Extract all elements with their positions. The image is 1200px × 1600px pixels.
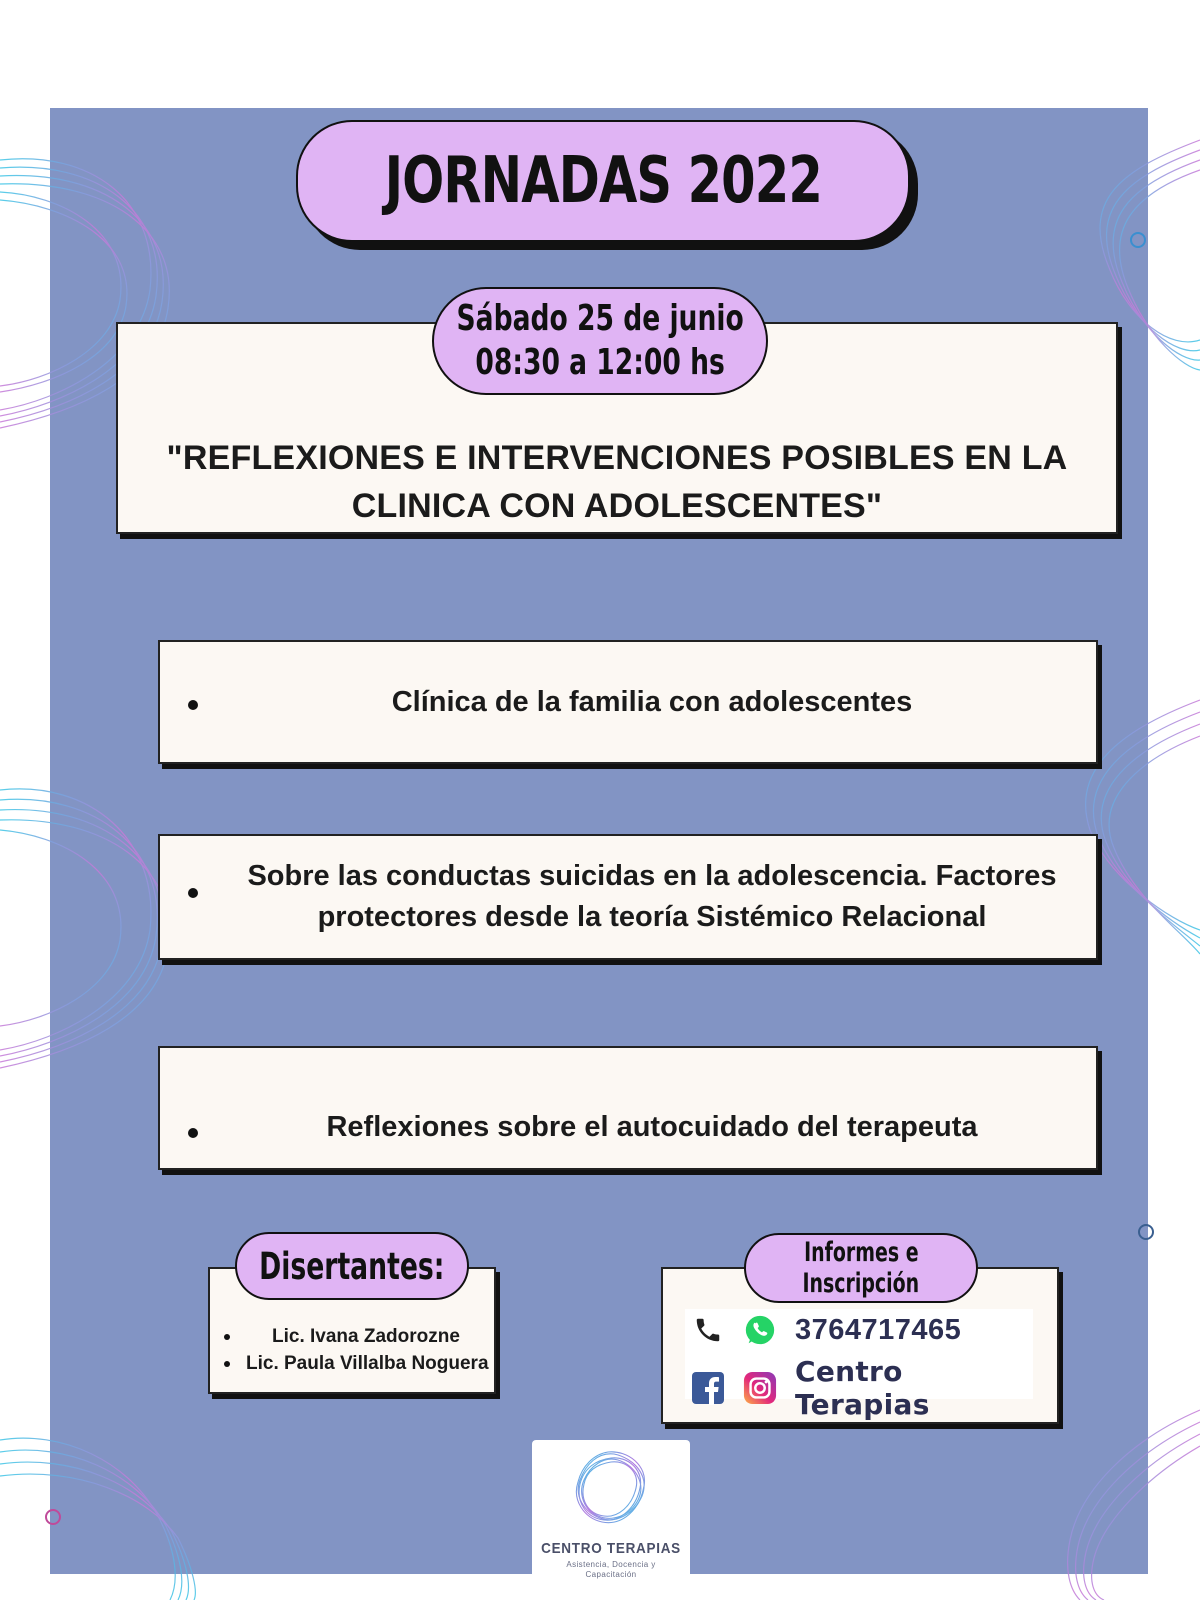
speakers-heading: Disertantes: <box>259 1244 445 1288</box>
bullet-point <box>188 888 198 898</box>
phone-number[interactable]: 3764717465 <box>795 1313 962 1346</box>
speaker-list <box>220 1323 489 1377</box>
bullet-point <box>188 700 198 710</box>
speakers-heading-pill <box>235 1232 469 1300</box>
speaker-name: Lic. Paula Villalba Noguera <box>220 1350 489 1377</box>
bullet-point <box>188 1128 198 1138</box>
facebook-icon <box>691 1371 725 1405</box>
topic-card <box>158 834 1098 960</box>
logo-mark-icon <box>532 1440 690 1540</box>
topic-text: Reflexiones sobre el autocuidado del terapeuta <box>326 1110 978 1143</box>
phone-icon <box>691 1313 725 1347</box>
event-title-pill <box>296 120 910 242</box>
whatsapp-icon <box>743 1313 777 1347</box>
topic-text: Clínica de la familia con adolescentes <box>391 685 913 718</box>
logo-tagline: Asistencia, Docencia y Capacitación <box>566 1560 656 1579</box>
speaker-name: Lic. Ivana Zadorozne <box>220 1323 489 1350</box>
main-topic-title: "REFLEXIONES E INTERVENCIONES POSIBLES EN LA CLINICA CON ADOLESCENTES" <box>166 439 1068 525</box>
topic-card <box>158 1046 1098 1170</box>
info-heading-line2: Inscripción <box>802 1268 920 1299</box>
event-title: JORNADAS 2022 <box>384 144 822 218</box>
info-heading-pill <box>744 1233 978 1303</box>
social-handle[interactable]: Centro Terapias <box>795 1355 930 1421</box>
phone-row <box>691 1313 961 1347</box>
contact-box <box>685 1309 1033 1421</box>
topic-text: Sobre las conductas suicidas en la adolescencia. Factores protectores desde la teoría Sistémico Relacional <box>247 860 1057 933</box>
instagram-icon <box>743 1371 777 1405</box>
social-row <box>691 1355 1033 1421</box>
event-date: Sábado 25 de junio <box>456 298 744 339</box>
logo-name: CENTRO TERAPIAS <box>541 1540 681 1557</box>
topic-card <box>158 640 1098 764</box>
event-time: 08:30 a 12:00 hs <box>475 342 725 383</box>
organization-logo <box>532 1440 690 1580</box>
info-heading-line1: Informes e <box>803 1237 919 1268</box>
date-pill <box>432 287 768 395</box>
